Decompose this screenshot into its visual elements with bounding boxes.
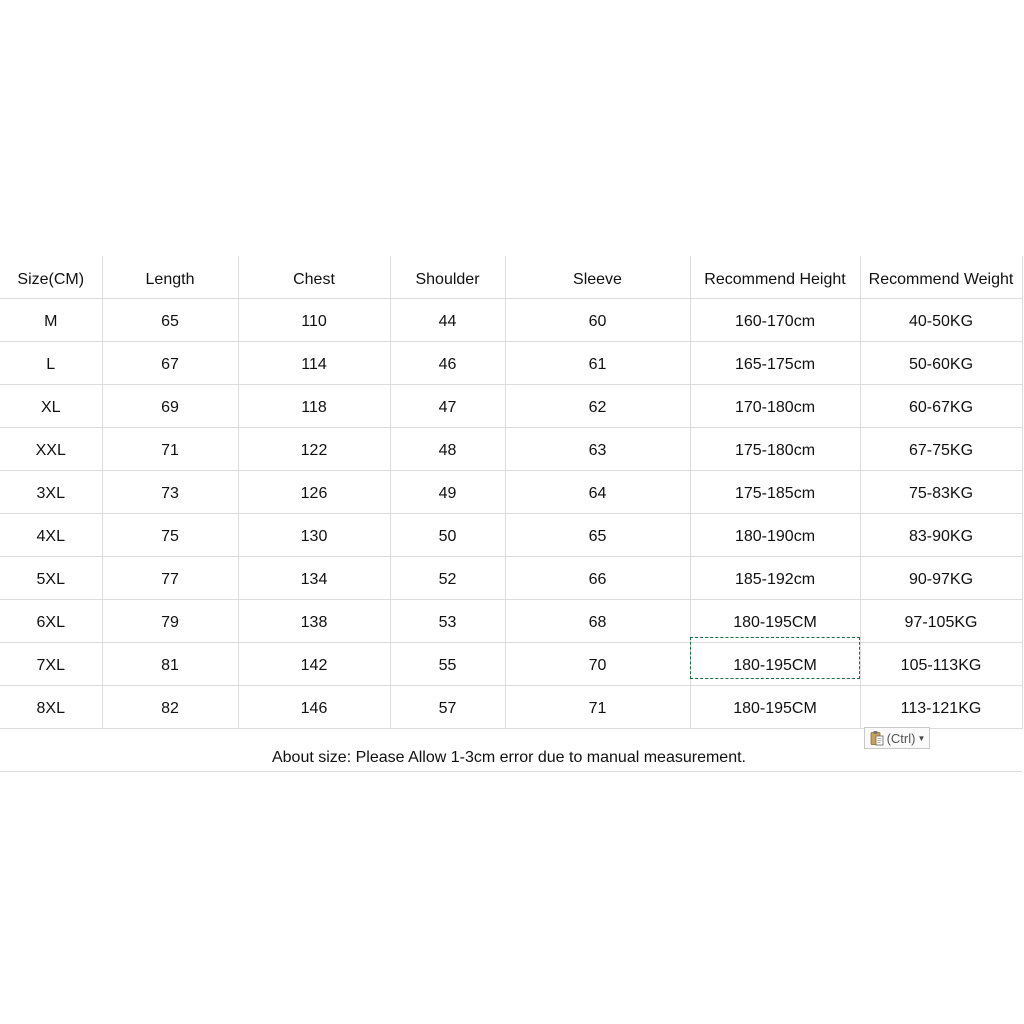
table-cell[interactable] <box>505 557 690 600</box>
table-row <box>0 471 1022 514</box>
cell-value: 7XL <box>36 657 65 674</box>
table-cell[interactable] <box>238 557 390 600</box>
table-cell[interactable] <box>238 600 390 643</box>
table-cell[interactable] <box>390 643 505 686</box>
table-cell[interactable] <box>238 471 390 514</box>
cell-value: 50 <box>438 528 457 545</box>
cell-value: 67-75KG <box>908 442 974 459</box>
table-cell[interactable] <box>390 514 505 557</box>
table-cell[interactable] <box>102 342 238 385</box>
cell-value: 61 <box>588 356 607 373</box>
table-cell[interactable] <box>860 643 1022 686</box>
table-cell[interactable] <box>390 686 505 729</box>
cell-value: 50-60KG <box>908 356 974 373</box>
table-cell[interactable] <box>102 600 238 643</box>
table-cell[interactable] <box>238 342 390 385</box>
table-cell[interactable] <box>0 471 102 514</box>
header-cell-sleeve[interactable] <box>505 256 690 299</box>
header-label: Recommend Weight <box>868 271 1014 288</box>
cell-value: 160-170cm <box>734 313 816 330</box>
cell-value: 55 <box>438 657 457 674</box>
table-cell[interactable] <box>238 385 390 428</box>
header-cell-weight[interactable] <box>860 256 1022 299</box>
table-cell[interactable] <box>860 385 1022 428</box>
header-label: Recommend Height <box>704 271 846 288</box>
table-cell[interactable] <box>0 342 102 385</box>
cell-value: 180-195CM <box>733 700 817 717</box>
table-cell[interactable] <box>390 299 505 342</box>
table-row <box>0 299 1022 342</box>
table-cell[interactable] <box>102 643 238 686</box>
size-chart-table <box>0 256 1023 729</box>
cell-value: 40-50KG <box>908 313 974 330</box>
table-cell[interactable] <box>390 342 505 385</box>
table-cell[interactable] <box>860 471 1022 514</box>
cell-value: 70 <box>588 657 607 674</box>
header-cell-shoulder[interactable] <box>390 256 505 299</box>
table-cell[interactable] <box>390 385 505 428</box>
header-label: Size(CM) <box>17 271 85 288</box>
table-cell[interactable] <box>505 471 690 514</box>
header-cell-length[interactable] <box>102 256 238 299</box>
header-label: Shoulder <box>415 271 480 288</box>
cell-value: 53 <box>438 614 457 631</box>
cell-value: 68 <box>588 614 607 631</box>
cell-value: 110 <box>301 313 327 330</box>
table-cell[interactable] <box>505 686 690 729</box>
table-cell[interactable] <box>102 428 238 471</box>
cell-value: 63 <box>588 442 607 459</box>
cell-value: 48 <box>438 442 457 459</box>
cell-value: 146 <box>300 700 328 717</box>
cell-value: 134 <box>300 571 328 588</box>
table-row <box>0 686 1022 729</box>
paste-options-label: (Ctrl) <box>886 730 916 746</box>
table-cell[interactable] <box>0 686 102 729</box>
cell-value: 165-175cm <box>734 356 816 373</box>
table-cell[interactable] <box>102 471 238 514</box>
cell-value: 114 <box>301 356 327 373</box>
header-cell-chest[interactable] <box>238 256 390 299</box>
cell-value: 75-83KG <box>908 485 974 502</box>
cell-value: 6XL <box>36 614 65 631</box>
cell-value: 170-180cm <box>734 399 816 416</box>
cell-value: 130 <box>300 528 328 545</box>
table-cell[interactable] <box>102 557 238 600</box>
cell-value: L <box>46 356 56 373</box>
table-cell[interactable] <box>0 643 102 686</box>
table-cell[interactable] <box>860 514 1022 557</box>
cell-value: 180-195CM <box>733 657 817 674</box>
cell-value: 57 <box>438 700 457 717</box>
table-cell[interactable] <box>690 428 860 471</box>
cell-value: 4XL <box>36 528 65 545</box>
table-cell[interactable] <box>505 643 690 686</box>
table-cell[interactable] <box>690 557 860 600</box>
table-cell[interactable] <box>690 686 860 729</box>
cell-value: 138 <box>300 614 328 631</box>
table-cell[interactable] <box>238 428 390 471</box>
table-cell[interactable] <box>390 557 505 600</box>
cell-value: 5XL <box>36 571 65 588</box>
cell-value: 67 <box>161 356 179 373</box>
cell-value: 71 <box>588 700 607 717</box>
table-cell[interactable] <box>690 600 860 643</box>
cell-value: 185-192cm <box>734 571 816 588</box>
cell-value: 64 <box>588 485 607 502</box>
table-cell[interactable] <box>860 600 1022 643</box>
cell-value: 81 <box>161 657 179 674</box>
table-cell[interactable] <box>860 342 1022 385</box>
cell-value: 65 <box>588 528 607 545</box>
table-cell[interactable] <box>505 428 690 471</box>
cell-value: 180-190cm <box>734 528 816 545</box>
table-cell[interactable] <box>860 299 1022 342</box>
table-cell[interactable] <box>390 600 505 643</box>
table-row <box>0 643 1022 686</box>
table-cell[interactable] <box>102 299 238 342</box>
cell-value: 83-90KG <box>908 528 974 545</box>
cell-value: 82 <box>161 700 179 717</box>
table-cell[interactable] <box>238 643 390 686</box>
table-cell[interactable] <box>238 514 390 557</box>
cell-value: 69 <box>161 399 179 416</box>
cell-value: 175-180cm <box>734 442 816 459</box>
table-cell[interactable] <box>690 514 860 557</box>
size-footnote <box>0 749 1022 767</box>
table-cell[interactable] <box>238 686 390 729</box>
table-row <box>0 428 1022 471</box>
table-cell[interactable] <box>0 428 102 471</box>
cell-value: 8XL <box>36 700 65 717</box>
cell-value: 66 <box>588 571 607 588</box>
cell-value: 105-113KG <box>900 657 982 674</box>
cell-value: 47 <box>438 399 457 416</box>
header-cell-height[interactable] <box>690 256 860 299</box>
cell-value: 142 <box>300 657 328 674</box>
table-cell[interactable] <box>102 686 238 729</box>
cell-value: 60-67KG <box>908 399 974 416</box>
cell-value: 65 <box>161 313 179 330</box>
table-cell[interactable] <box>390 471 505 514</box>
table-cell[interactable] <box>505 385 690 428</box>
cell-value: XL <box>40 399 61 416</box>
cell-value: 52 <box>438 571 457 588</box>
table-row <box>0 514 1022 557</box>
header-label: Chest <box>293 271 335 288</box>
cell-value: 122 <box>300 442 328 459</box>
header-label: Sleeve <box>573 271 622 288</box>
table-cell[interactable] <box>690 385 860 428</box>
cell-value: 73 <box>161 485 179 502</box>
cell-value: 118 <box>301 399 327 416</box>
table-cell[interactable] <box>238 299 390 342</box>
table-cell[interactable] <box>505 514 690 557</box>
cell-value: 46 <box>438 356 457 373</box>
footnote-text: About size: Please Allow 1-3cm error due to manual measurement. <box>271 749 746 766</box>
table-cell[interactable] <box>690 342 860 385</box>
table-row <box>0 557 1022 600</box>
table-cell[interactable] <box>690 299 860 342</box>
table-cell[interactable] <box>0 514 102 557</box>
cell-value: 180-195CM <box>733 614 817 631</box>
table-row <box>0 600 1022 643</box>
cell-value: 3XL <box>36 485 65 502</box>
table-cell[interactable] <box>505 600 690 643</box>
cell-value: 113-121KG <box>900 700 982 717</box>
cell-value: 44 <box>438 313 457 330</box>
table-cell[interactable] <box>0 299 102 342</box>
table-cell[interactable] <box>102 514 238 557</box>
header-label: Length <box>145 271 195 288</box>
table-cell[interactable] <box>505 299 690 342</box>
spreadsheet-area <box>0 256 1024 772</box>
cell-value: 60 <box>588 313 607 330</box>
cell-value: 90-97KG <box>908 571 974 588</box>
table-cell[interactable] <box>860 428 1022 471</box>
cell-value: 49 <box>438 485 457 502</box>
header-row <box>0 256 1022 299</box>
table-cell[interactable] <box>102 385 238 428</box>
table-row <box>0 385 1022 428</box>
cell-value: 175-185cm <box>734 485 816 502</box>
cell-value: 79 <box>161 614 179 631</box>
cell-value: 77 <box>161 571 179 588</box>
cell-value: M <box>44 313 58 330</box>
cell-value: 97-105KG <box>904 614 978 631</box>
cell-value: 71 <box>161 442 179 459</box>
cell-value: 62 <box>588 399 607 416</box>
table-cell[interactable] <box>860 557 1022 600</box>
header-cell-size[interactable] <box>0 256 102 299</box>
cell-value: 126 <box>300 485 328 502</box>
table-cell[interactable] <box>690 471 860 514</box>
table-row <box>0 342 1022 385</box>
selected-cell[interactable] <box>690 643 860 686</box>
table-cell[interactable] <box>0 385 102 428</box>
table-cell[interactable] <box>0 557 102 600</box>
paste-options-button[interactable] <box>864 727 930 749</box>
chevron-down-icon: ▼ <box>917 733 926 743</box>
table-cell[interactable] <box>0 600 102 643</box>
table-cell[interactable] <box>390 428 505 471</box>
clipboard-icon <box>869 730 885 746</box>
table-cell[interactable] <box>860 686 1022 729</box>
cell-value: XXL <box>35 442 66 459</box>
table-cell[interactable] <box>505 342 690 385</box>
cell-value: 75 <box>161 528 179 545</box>
